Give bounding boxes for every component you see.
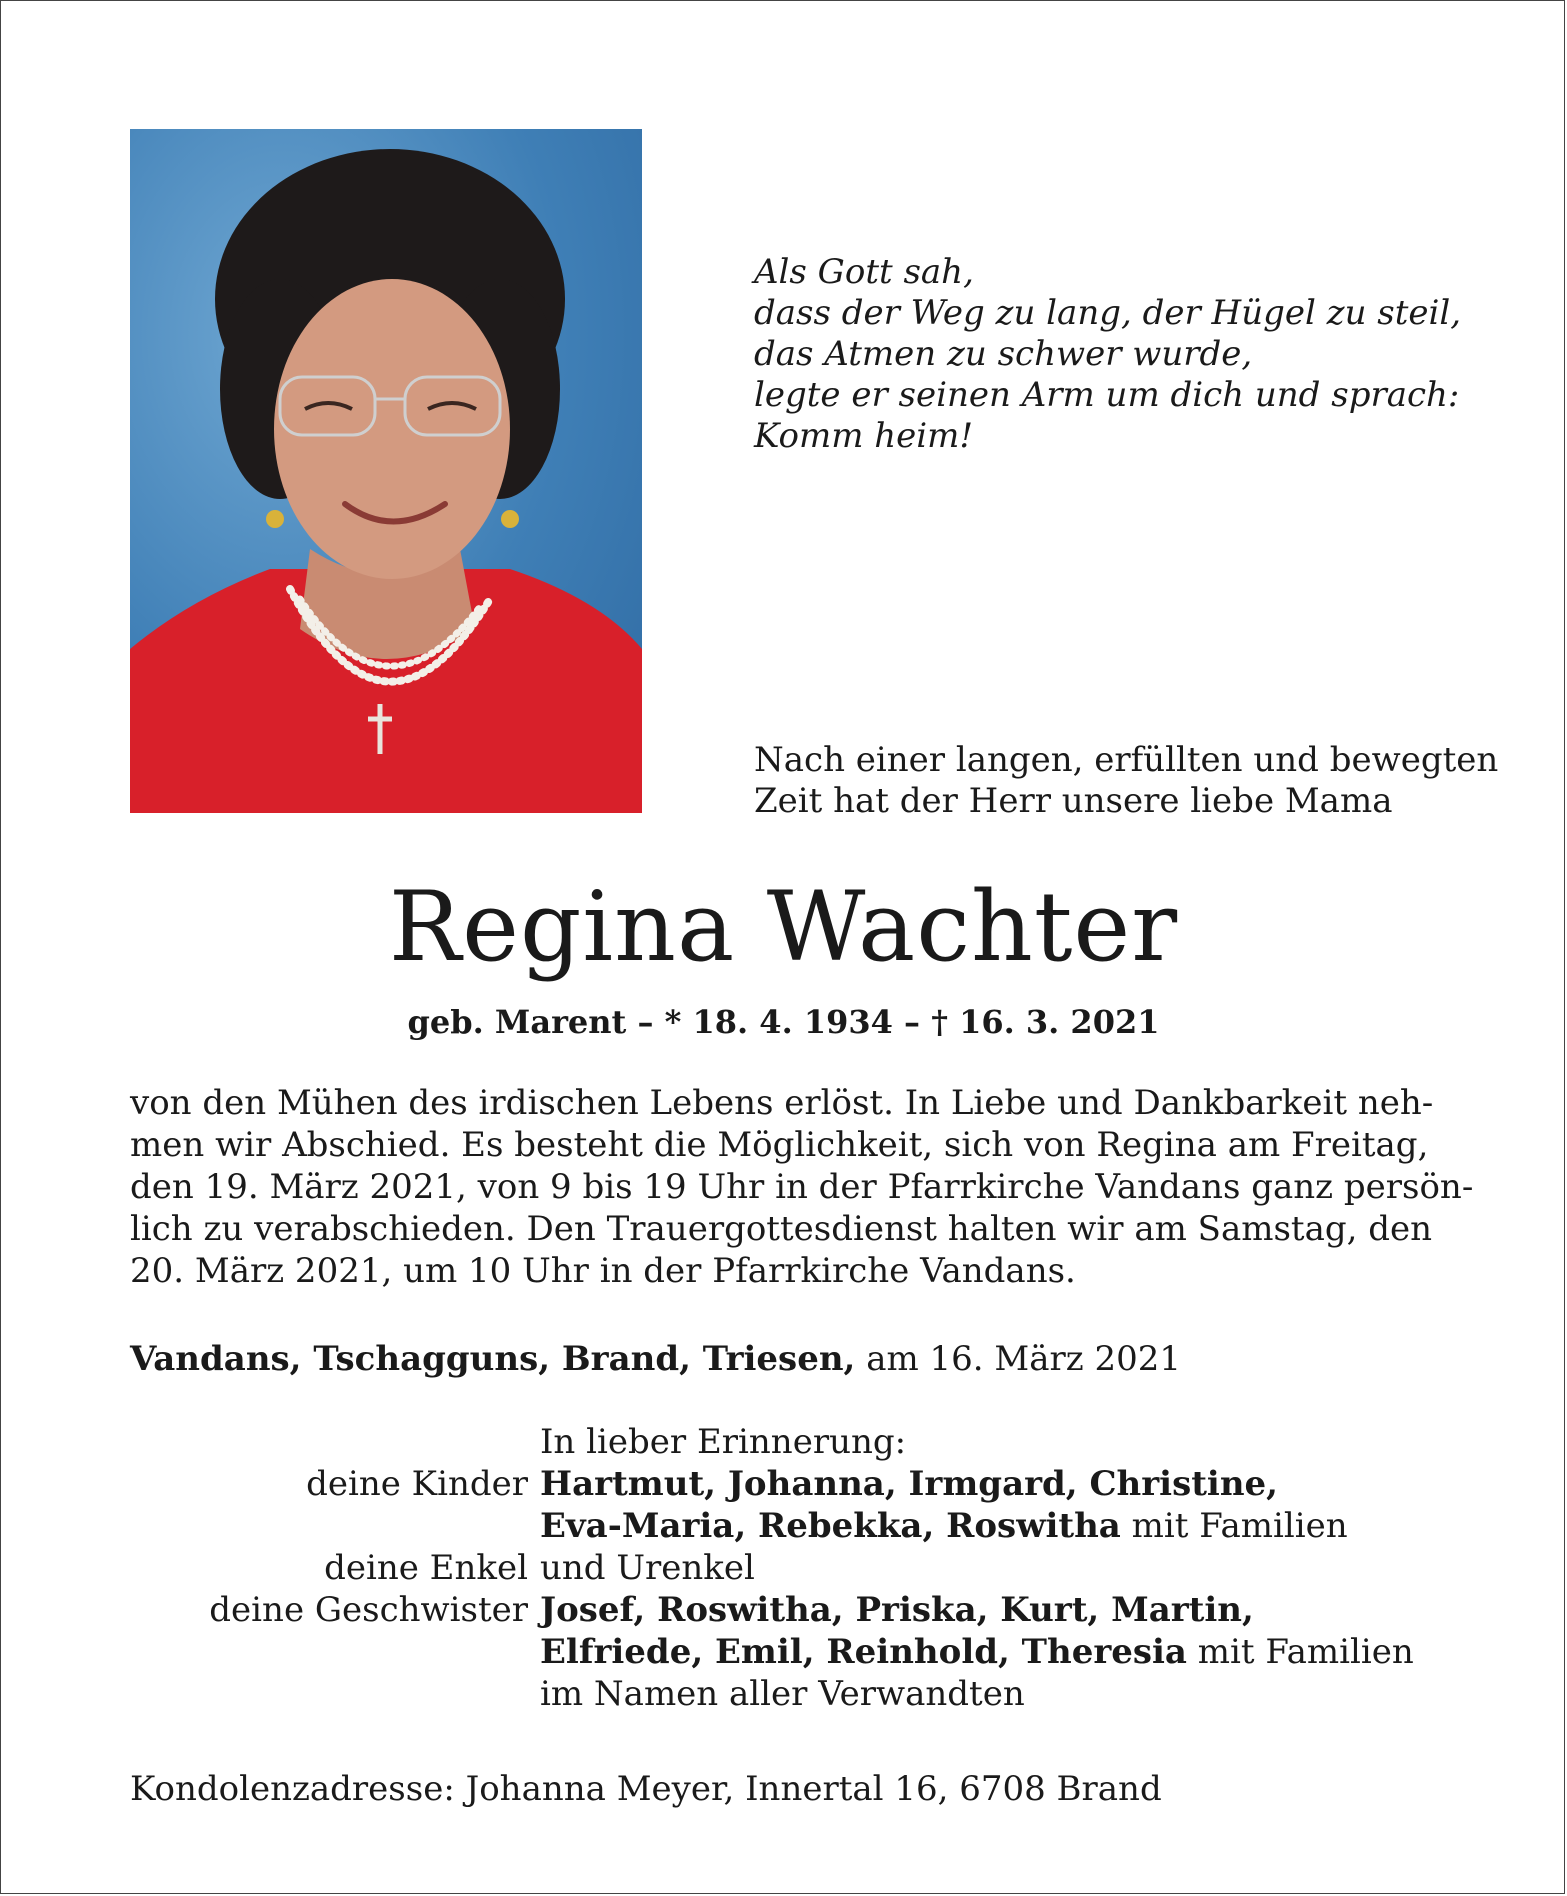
poem-line: dass der Weg zu lang, der Hügel zu steil,: [754, 293, 1462, 333]
children-names-cont: Eva-Maria, Rebekka, Roswitha: [540, 1506, 1121, 1546]
grandchildren-value: und Urenkel: [540, 1548, 755, 1588]
place-date-line: [130, 1338, 1181, 1380]
children-label: deine Kinder: [306, 1464, 528, 1504]
portrait-photo: [130, 129, 642, 813]
place-locations: Vandans, Tschagguns, Brand, Triesen,: [130, 1339, 856, 1379]
children-suffix: mit Familien: [1131, 1506, 1348, 1546]
poem-line: Als Gott sah,: [754, 252, 974, 292]
poem-verse: [754, 252, 1474, 457]
poem-line: legte er seinen Arm um dich und sprach:: [754, 375, 1460, 415]
intro-line: Nach einer langen, erfüllten und bewegten: [754, 740, 1499, 780]
relatives-line: im Namen aller Verwandten: [540, 1674, 1025, 1714]
intro-line: Zeit hat der Herr unsere liebe Mama: [754, 781, 1393, 821]
body-line: men wir Abschied. Es besteht die Möglichkeit, sich von Regina am Freitag,: [130, 1125, 1429, 1165]
body-line: lich zu verabschieden. Den Trauergottesdienst halten wir am Samstag, den: [130, 1209, 1433, 1249]
memory-section: [130, 1421, 1450, 1715]
place-date: am 16. März 2021: [866, 1339, 1181, 1379]
announcement-body: [130, 1082, 1474, 1292]
siblings-names: Josef, Roswitha, Priska, Kurt, Martin,: [540, 1590, 1254, 1630]
grandchildren-label: deine Enkel: [324, 1548, 528, 1588]
poem-line: das Atmen zu schwer wurde,: [754, 334, 1253, 374]
siblings-suffix: mit Familien: [1197, 1632, 1414, 1672]
deceased-dates: geb. Marent – * 18. 4. 1934 – † 16. 3. 2021: [407, 1003, 1160, 1041]
condolence-address: Kondolenzadresse: Johanna Meyer, Innertal 16, 6708 Brand: [130, 1769, 1162, 1809]
deceased-name: Regina Wachter: [388, 871, 1179, 983]
body-line: den 19. März 2021, von 9 bis 19 Uhr in der Pfarrkirche Vandans ganz persön-: [130, 1167, 1474, 1207]
poem-line: Komm heim!: [754, 416, 974, 456]
siblings-names-cont: Elfriede, Emil, Reinhold, Theresia: [540, 1632, 1187, 1672]
body-line: 20. März 2021, um 10 Uhr in der Pfarrkirche Vandans.: [130, 1251, 1076, 1291]
siblings-label: deine Geschwister: [209, 1590, 528, 1630]
memory-heading: In lieber Erinnerung:: [540, 1422, 907, 1462]
intro-text: [754, 740, 1499, 822]
children-names: Hartmut, Johanna, Irmgard, Christine,: [540, 1464, 1279, 1504]
body-line: von den Mühen des irdischen Lebens erlöst. In Liebe und Dankbarkeit neh-: [130, 1083, 1434, 1123]
